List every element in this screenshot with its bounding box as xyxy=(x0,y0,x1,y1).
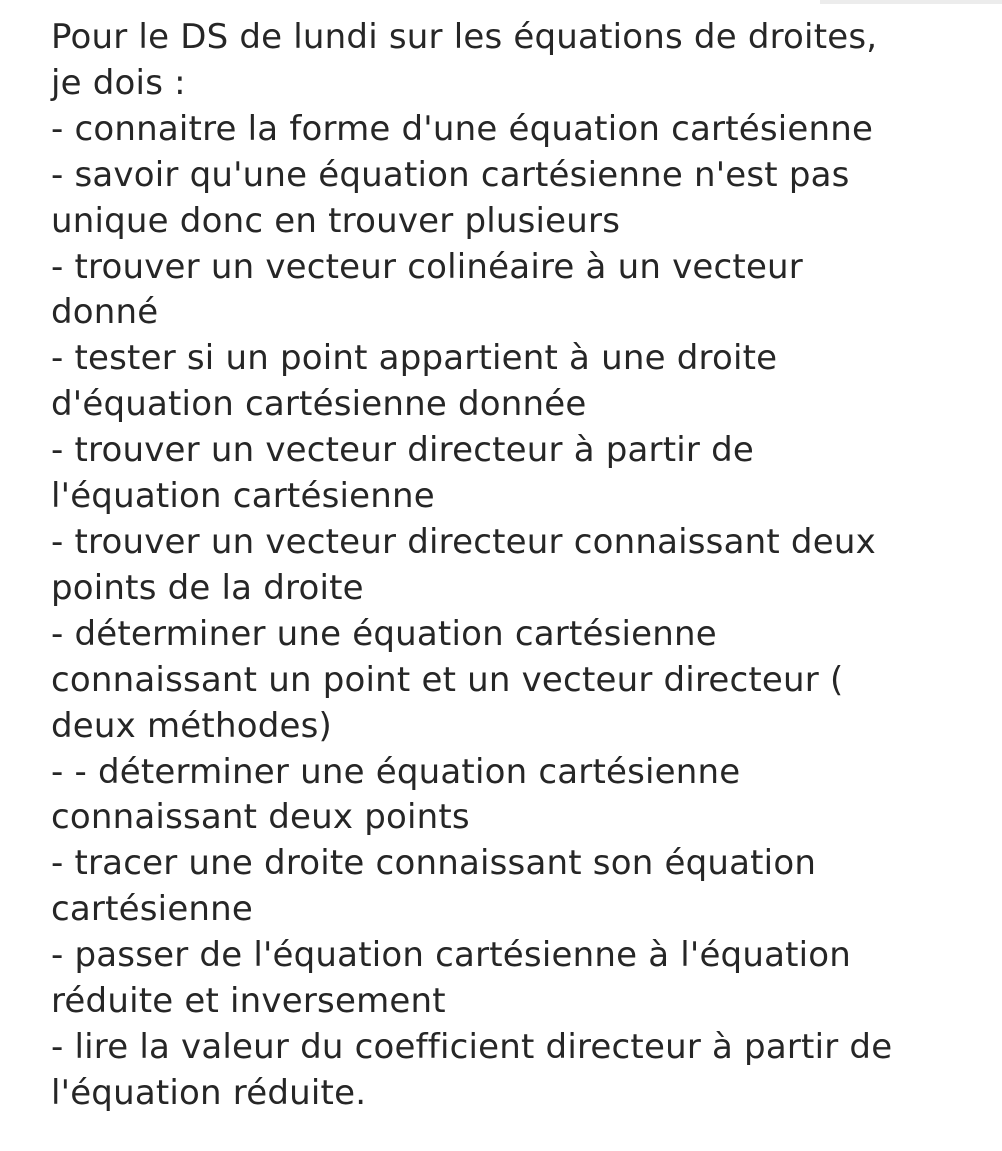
revision-note xyxy=(51,15,991,1117)
note-line: l'équation cartésienne xyxy=(51,476,435,517)
note-line: - savoir qu'une équation cartésienne n'est pas xyxy=(51,154,850,195)
note-line: - trouver un vecteur directeur à partir de xyxy=(51,430,754,471)
note-line: réduite et inversement xyxy=(51,981,446,1022)
note-line: - déterminer une équation cartésienne xyxy=(51,613,717,654)
note-line: connaissant deux points xyxy=(51,797,470,838)
note-line: je dois : xyxy=(51,62,186,103)
note-line: - lire la valeur du coefficient directeur à partir de xyxy=(51,1026,893,1067)
note-line: - - déterminer une équation cartésienne xyxy=(51,751,741,792)
note-line: connaissant un point et un vecteur directeur ( xyxy=(51,659,844,700)
note-line: donné xyxy=(51,292,159,333)
note-line: - trouver un vecteur colinéaire à un vecteur xyxy=(51,246,803,287)
note-line: l'équation réduite. xyxy=(51,1072,367,1113)
top-edge-bar xyxy=(820,0,1002,4)
note-line: points de la droite xyxy=(51,567,364,608)
note-line: - connaitre la forme d'une équation cartésienne xyxy=(51,108,874,149)
note-line: Pour le DS de lundi sur les équations de droites, xyxy=(51,17,878,57)
note-line: d'équation cartésienne donnée xyxy=(51,384,587,425)
note-line: - tester si un point appartient à une droite xyxy=(51,338,778,379)
note-line: unique donc en trouver plusieurs xyxy=(51,200,621,241)
note-line: - trouver un vecteur directeur connaissant deux xyxy=(51,521,876,562)
note-line: deux méthodes) xyxy=(51,705,332,746)
note-line: - passer de l'équation cartésienne à l'équation xyxy=(51,935,852,976)
note-line: cartésienne xyxy=(51,889,254,930)
note-line: - tracer une droite connaissant son équation xyxy=(51,843,817,884)
